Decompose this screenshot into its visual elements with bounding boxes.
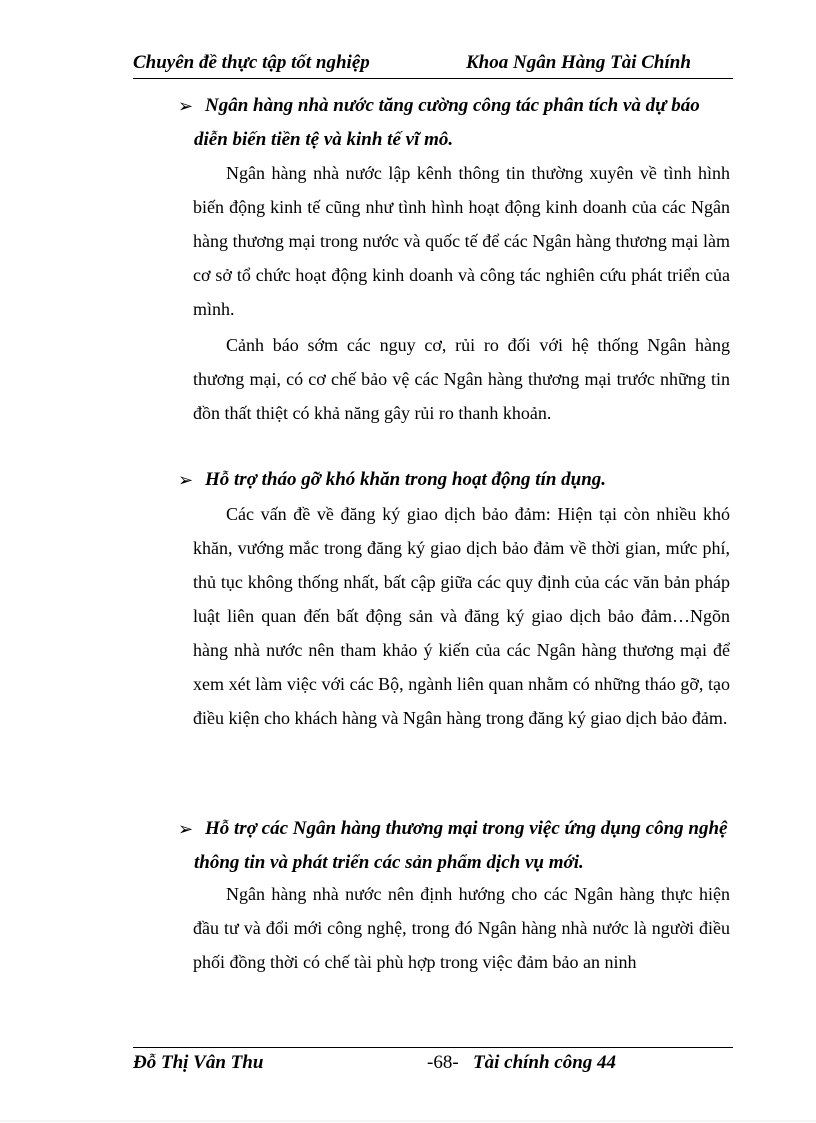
section-heading: [178, 89, 733, 157]
header-faculty: Khoa Ngân Hàng Tài Chính: [466, 52, 691, 73]
header-thesis-title: Chuyên đề thực tập tốt nghiệp: [133, 52, 370, 73]
section-heading-text: Ngân hàng nhà nước tăng cường công tác phân tích và dự báo diễn biến tiền tệ và kinh tế vĩ mô.: [194, 95, 700, 150]
arrow-bullet-icon: ➢: [178, 96, 194, 116]
section-heading-text: Hỗ trợ các Ngân hàng thương mại trong việc ứng dụng công nghệ thông tin và phát triển các sản phẩm dịch vụ mới.: [194, 818, 728, 873]
page-header: [133, 52, 733, 79]
footer-course: Tài chính công 44: [473, 1052, 617, 1073]
paragraph: Các vấn đề về đăng ký giao dịch bảo đảm: Hiện tại còn nhiều khó khăn, vướng mắc trong đăng ký giao dịch bảo đảm về thời gian, mức phí, thủ tục không thống nhất, bất cập giữa các quy định của các văn bản pháp luật liên quan đến bất động sản và đăng ký giao dịch bảo đảm…Ngõn hàng nhà nước nên tham khảo ý kiến của các Ngân hàng thương mại để xem xét làm việc với các Bộ, ngành liên quan nhằm có những tháo gỡ, tạo điều kiện cho khách hàng và Ngân hàng trong đăng ký giao dịch bảo đảm.: [193, 504, 730, 728]
arrow-bullet-icon: ➢: [178, 470, 194, 490]
section-heading: [178, 812, 733, 880]
page-footer: [133, 1047, 733, 1078]
paragraph: Ngân hàng nhà nước nên định hướng cho các Ngân hàng thực hiện đầu tư và đổi mới công nghệ, trong đó Ngân hàng nhà nước là người điều phối đồng thời có chế tài phù hợp trong việc đảm bảo an ninh: [193, 884, 730, 972]
section-heading: [178, 463, 733, 497]
section-heading-text: Hỗ trợ tháo gỡ khó khăn trong hoạt động tín dụng.: [205, 469, 607, 490]
footer-author: Đỗ Thị Vân Thu: [133, 1052, 264, 1073]
paragraph: Ngân hàng nhà nước lập kênh thông tin thường xuyên về tình hình biến động kinh tế cũng như tình hình hoạt động kinh doanh của các Ngân hàng thương mại trong nước và quốc tế để các Ngân hàng thương mại làm cơ sở tổ chức hoạt động kinh doanh và công tác nghiên cứu phát triển của mình.: [193, 163, 730, 319]
paragraph: Cảnh báo sớm các nguy cơ, rủi ro đối với hệ thống Ngân hàng thương mại, có cơ chế bảo vệ các Ngân hàng thương mại trước những tin đồn thất thiệt có khả năng gây rủi ro thanh khoản.: [193, 335, 730, 423]
page-bottom-edge: [0, 1120, 816, 1122]
arrow-bullet-icon: ➢: [178, 819, 194, 839]
footer-page-number: -68-: [427, 1052, 459, 1073]
